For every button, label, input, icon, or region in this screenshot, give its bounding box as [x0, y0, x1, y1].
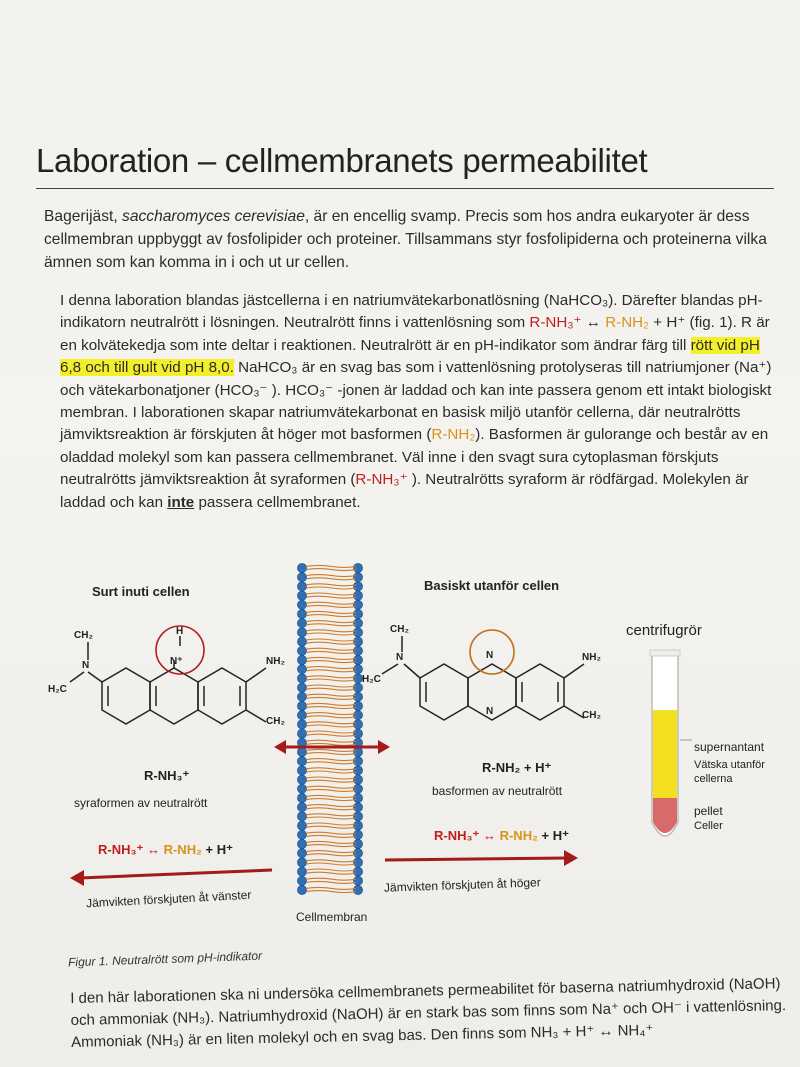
base-form-molecule-icon [382, 636, 584, 720]
lipid-head [297, 692, 306, 701]
lipid-head [297, 775, 306, 784]
lipid-tail [306, 799, 356, 801]
lipid-tail [306, 817, 356, 819]
lipid-head [353, 591, 362, 600]
lipid-tail [306, 808, 356, 810]
lipid-head [297, 619, 306, 628]
eq-proton: + H⁺ [201, 842, 233, 857]
lipid-head [353, 600, 362, 609]
lipid-tail [306, 731, 356, 733]
lipid-head [297, 812, 306, 821]
lipid-tail [306, 749, 356, 751]
bottom-paragraph: I den här laborationen ska ni undersöka cellmembranets permeabilitet för baserna natriumhydroxid (NaOH) och ammoniak (NH₃). Natriumhydroxid (NaOH) är en stark bas som finns som Na⁺ och OH⁻ i vattenlösning. Ammoniak (NH₃) är en liten molekyl och en svag bas. Den finns som NH₃ + H⁺ ↔ NH₄⁺ [70, 975, 787, 1051]
eq-acid: R-NH₃⁺ ↔ [98, 842, 164, 857]
atom-label: NH₂ [266, 656, 285, 667]
left-heading: Surt inuti cellen [92, 584, 190, 599]
body-text: + H⁺ (fig. 1). R är en kolvätekedja som inte deltar i reaktionen. Neutralrött är en pH-indikator som ändrar färg till [60, 314, 770, 354]
base-form-label: basformen av neutralrött [432, 784, 563, 798]
lipid-tail [306, 743, 356, 745]
lipid-head [353, 839, 362, 848]
lipid-tail [306, 587, 356, 589]
acid-form: R-NH₃⁺ [529, 314, 582, 332]
species-name: saccharomyces cerevisiae [122, 208, 305, 225]
lipid-tail [306, 713, 356, 715]
lipid-head [297, 766, 306, 775]
lipid-tail [306, 667, 356, 669]
acid-form-label: syraformen av neutralrött [74, 796, 208, 810]
lipid-head [353, 812, 362, 821]
two-way-arrow-icon [274, 740, 390, 754]
lipid-head [353, 793, 362, 802]
lipid-head [297, 609, 306, 618]
underlined-word: inte [167, 493, 195, 511]
lipid-head [297, 830, 306, 839]
lipid-head [353, 655, 362, 664]
eq-base: R-NH₂ [499, 828, 538, 843]
right-shift-arrow-icon [385, 850, 578, 866]
lipid-head [353, 747, 362, 756]
lipid-tail [306, 602, 356, 604]
lipid-tail [306, 786, 356, 788]
lipid-tail [306, 851, 356, 853]
lipid-tail [306, 891, 356, 893]
lipid-head [297, 757, 306, 766]
lipid-head [353, 876, 362, 885]
left-shift-arrow-icon [70, 870, 272, 886]
atom-label: N [486, 706, 494, 717]
base-ion-label: R-NH₂ + H⁺ [482, 760, 552, 775]
lipid-tail [306, 703, 356, 705]
lipid-tail [306, 676, 356, 678]
lipid-head [297, 573, 306, 582]
lipid-head [353, 582, 362, 591]
lipid-tail [306, 734, 356, 736]
atom-label: N [396, 652, 404, 663]
lipid-head [353, 619, 362, 628]
lipid-tail [306, 707, 356, 709]
lipid-tail [306, 805, 356, 807]
lipid-head [297, 729, 306, 738]
lipid-head [297, 784, 306, 793]
lipid-tail [306, 722, 356, 724]
atom-label: H₂C [362, 674, 381, 685]
left-equation [98, 842, 233, 858]
figure-neutral-red [40, 560, 800, 980]
lipid-head [297, 867, 306, 876]
lipid-tail [306, 651, 356, 653]
lipid-tail [306, 777, 356, 779]
supernatant-label: supernantant [694, 740, 765, 754]
lipid-tail [306, 789, 356, 791]
pellet-label: pellet [694, 804, 723, 818]
lipid-head [297, 747, 306, 756]
tube-heading: centrifugrör [626, 622, 702, 639]
lipid-head [353, 628, 362, 637]
lipid-head [353, 821, 362, 830]
lipid-head [297, 876, 306, 885]
lipid-head [353, 637, 362, 646]
lipid-head [353, 729, 362, 738]
intro-text-1: Bagerijäst, [44, 208, 123, 225]
lipid-tail [306, 670, 356, 672]
right-equation [434, 828, 569, 844]
acid-form: R-NH₃⁺ [355, 471, 408, 489]
lipid-tail [306, 869, 356, 871]
lipid-tail [306, 611, 356, 613]
lipid-head [297, 793, 306, 802]
lipid-tail [306, 694, 356, 696]
figure-caption: Figur 1. Neutralrött som pH-indikator [67, 948, 263, 970]
lipid-head [297, 655, 306, 664]
lipid-tail [306, 845, 356, 847]
lipid-head [353, 858, 362, 867]
lipid-head [353, 885, 362, 894]
lipid-tail [306, 596, 356, 598]
lipid-head [353, 609, 362, 618]
lipid-tail [306, 615, 356, 617]
lipid-tail [306, 685, 356, 687]
lipid-tail [306, 832, 356, 834]
lipid-tail [306, 716, 356, 718]
lipid-tail [306, 823, 356, 825]
lipid-tail [306, 688, 356, 690]
acid-ion-label: R-NH₃⁺ [144, 768, 190, 783]
lipid-head [353, 692, 362, 701]
lipid-tail [306, 753, 356, 755]
body-text: NaHCO₃ är en svag bas som i vattenlösning protolyseras till natriumjoner (Na⁺) och vätekarbonatjoner (HCO₃⁻ ). HCO₃⁻ -jonen är laddad och kan inte passera genom ett intakt biologiskt membran. I laborationen skapar natriumvätekarbonat en basisk miljö utanför cellerna, där neutralrötts jämviktsreaktion är förskjuten åt höger mot basformen ( [60, 359, 772, 444]
lipid-head [297, 591, 306, 600]
lipid-head [297, 674, 306, 683]
lipid-tail [306, 633, 356, 635]
lipid-head [353, 573, 362, 582]
body-text: ↔ [581, 314, 606, 332]
cell-membrane-icon [297, 563, 362, 894]
body-text: passera cellmembranet. [194, 493, 361, 511]
highlighted-text: rött vid pH 6,8 och till gult vid pH 8,0. [60, 336, 760, 377]
atom-label: CH₂ [582, 710, 601, 721]
lipid-tail [306, 814, 356, 816]
lipid-tail [306, 624, 356, 626]
lipid-head [353, 701, 362, 710]
lipid-head [353, 720, 362, 729]
lipid-tail [306, 679, 356, 681]
lipid-tail [306, 854, 356, 856]
lipid-tail [306, 780, 356, 782]
membrane-label: Cellmembran [296, 910, 368, 924]
eq-acid: R-NH₃⁺ ↔ [434, 828, 500, 843]
base-form: R-NH₂ [605, 314, 650, 332]
lipid-tail [306, 887, 356, 889]
lipid-tail [306, 605, 356, 607]
atom-label: N [486, 650, 494, 661]
lipid-tail [306, 759, 356, 761]
lipid-head [353, 849, 362, 858]
lipid-tail [306, 835, 356, 837]
lipid-head [297, 665, 306, 674]
lipid-tail [306, 639, 356, 641]
lipid-tail [306, 578, 356, 580]
body-text: ). Basformen är gulorange och består av en oladdad molekyl som kan passera cellmembranet. Väl inne i den svagt sura cytoplasman förskjuts neutralrötts jämviktsreaktion åt syraformen ( [60, 426, 769, 489]
lipid-tail [306, 878, 356, 880]
atom-label: CH₂ [266, 716, 285, 727]
lipid-head [297, 720, 306, 729]
lipid-tail [306, 565, 356, 567]
lipid-tail [306, 740, 356, 742]
lipid-tail [306, 795, 356, 797]
lipid-tail [306, 826, 356, 828]
lipid-tail [306, 860, 356, 862]
atom-label: N [82, 660, 90, 671]
lipid-tail [306, 881, 356, 883]
atom-label: NH₂ [582, 652, 601, 663]
lipid-head [297, 858, 306, 867]
lipid-head [353, 665, 362, 674]
atom-label: N⁺ [170, 656, 183, 667]
lipid-tail [306, 593, 356, 595]
lipid-tail [306, 768, 356, 770]
lipid-head [297, 628, 306, 637]
supernatant-description: Vätska utanför cellerna [694, 759, 765, 785]
body-text: I denna laboration blandas jästcellerna i en natriumvätekarbonatlösning (NaHCO₃). Därefter blandas pH-indikatorn neutralrött i lösningen. Neutralrött finns i vattenlösning som [60, 292, 763, 332]
lipid-head [297, 839, 306, 848]
lipid-tail [306, 621, 356, 623]
lipid-head [353, 830, 362, 839]
eq-proton: + H⁺ [537, 828, 569, 843]
atom-label: H₂C [48, 684, 67, 695]
lipid-tail [306, 630, 356, 632]
lipid-head [297, 600, 306, 609]
lipid-head [353, 775, 362, 784]
page-title: Laboration – cellmembranets permeabilitet [36, 142, 648, 179]
right-shift-label: Jämvikten förskjuten åt höger [383, 875, 541, 895]
lipid-head [297, 683, 306, 692]
lipid-head [297, 582, 306, 591]
lipid-head [353, 646, 362, 655]
lipid-head [297, 849, 306, 858]
lipid-head [353, 563, 362, 572]
lipid-tail [306, 642, 356, 644]
acid-form-molecule-icon [70, 636, 266, 724]
lipid-head [297, 563, 306, 572]
lipid-tail [306, 661, 356, 663]
atom-label: CH₂ [390, 624, 409, 635]
lipid-tail [306, 841, 356, 843]
lipid-tail [306, 584, 356, 586]
lipid-head [353, 784, 362, 793]
intro-paragraph [44, 205, 774, 274]
lipid-tail [306, 872, 356, 874]
title-divider [36, 188, 774, 189]
lipid-head [297, 821, 306, 830]
lipid-tail [306, 648, 356, 650]
lipid-head [297, 701, 306, 710]
atom-label: CH₂ [74, 630, 93, 641]
lipid-tail [306, 575, 356, 577]
eq-base: R-NH₂ [163, 842, 202, 857]
lipid-tail [306, 569, 356, 571]
lipid-head [353, 803, 362, 812]
lipid-tail [306, 697, 356, 699]
lipid-head [297, 803, 306, 812]
lipid-head [353, 867, 362, 876]
lipid-tail [306, 771, 356, 773]
centrifuge-tube-icon [650, 650, 680, 836]
body-text: ). Neutralrötts syraform är rödfärgad. Molekylen är laddad och kan [60, 471, 749, 511]
lipid-head [353, 711, 362, 720]
base-form: R-NH₂ [431, 426, 476, 444]
lipid-head [297, 637, 306, 646]
pellet-description: Celler [694, 820, 723, 832]
lipid-tail [306, 863, 356, 865]
lipid-head [297, 885, 306, 894]
lipid-tail [306, 657, 356, 659]
left-shift-label: Jämvikten förskjuten åt vänster [85, 887, 252, 911]
method-paragraph [60, 290, 780, 514]
lipid-head [297, 646, 306, 655]
lipid-tail [306, 725, 356, 727]
lipid-head [297, 711, 306, 720]
right-heading: Basiskt utanför cellen [424, 578, 560, 593]
atom-label: H [176, 626, 184, 637]
lipid-head [353, 766, 362, 775]
lipid-tail [306, 762, 356, 764]
intro-text-2: , är en encellig svamp. Precis som hos andra eukaryoter är dess cellmembran uppbyggt av fosfolipider och proteiner. Tillsammans styr fosfolipiderna och proteinerna vilka ämnen som kan komma in i och ut ur cellen. [44, 208, 767, 271]
lipid-head [353, 757, 362, 766]
